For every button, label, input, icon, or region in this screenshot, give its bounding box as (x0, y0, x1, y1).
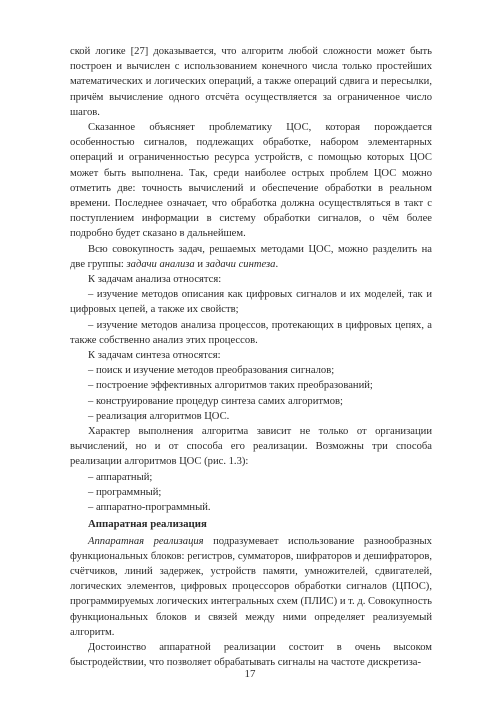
page-number: 17 (244, 668, 256, 680)
analysis-tasks-term: задачи анализа (126, 258, 195, 270)
list-item: – изучение методов описания как цифровых сигналов и их моделей, так и цифровых цепей, а также их свойств; (70, 289, 432, 316)
list-item: – аппаратный; (88, 471, 153, 483)
task-groups-and: и (194, 258, 206, 270)
task-groups-lead: Всю совокупность задач, решаемых методами ЦОС, можно разделить на две группы: (70, 243, 432, 270)
paragraph-continuation: ской логике [27] доказывается, что алгоритм любой сложности может быть построен и вычислен с использованием конечного числа только простейших математических и логических операций, а также операций сдвига и пересылки, причём вычисление одного отсчёта осуществляется за ограниченное число шагов. (70, 46, 432, 118)
paragraph-dsp-problems: Сказанное объясняет проблематику ЦОС, которая порождается особенностью сигналов, подлежащих обработке, набором элементарных операций и ограниченностью ресурса устройств, с помощью которых ЦОС может быть выполнена. Так, среди наиболее острых проблем ЦОС можно отметить две: точность вычислений и обеспечение обработки в реальном времени. Последнее означает, что обработка должна осуществляться в такт с поступлением информации в систему обработки сигналов, о чём более подробно будет сказано в дальнейшем. (70, 122, 432, 240)
paragraph-hardware-advantage: Достоинство аппаратной реализации состоит в очень высоком быстродействии, что позволяет обрабатывать сигналы на частоте дискретиза- (70, 641, 432, 669)
list-item: – программный; (88, 486, 162, 498)
analysis-tasks-intro: К задачам анализа относятся: (88, 274, 222, 286)
list-item: – построение эффективных алгоритмов таких преобразований; (88, 380, 373, 392)
list-item: – конструирование процедур синтеза самих алгоритмов; (88, 395, 343, 407)
body-text (70, 44, 432, 670)
list-item: – реализация алгоритмов ЦОС. (88, 410, 230, 422)
section-heading: Аппаратная реализация (88, 518, 207, 531)
paragraph-implementation-ways: Характер выполнения алгоритма зависит не только от организации вычислений, но и от способа его реализации. Возможны три способа реализации алгоритмов ЦОС (рис. 1.3): (70, 426, 432, 468)
task-groups-period: . (275, 258, 279, 270)
paragraph-hardware-implementation (70, 534, 432, 640)
hardware-implementation-text: подразумевает использование разнообразных функциональных блоков: регистров, сумматоров, шифраторов и дешифраторов, счётчиков, линий задержек, устройств памяти, умножителей, сдвигателей, логических элементов, цифровых процессоров обработки сигналов (ЦПОС), программируемых логических интегральных схем (ПЛИС) и т. д. Совокупность функциональных блоков и связей между ними определяет реализуемый алгоритм. (70, 535, 432, 638)
paragraph-task-groups (70, 242, 432, 272)
list-item: – поиск и изучение методов преобразования сигналов; (88, 365, 335, 377)
list-item: – аппаратно-программный. (88, 502, 211, 514)
list-item: – изучение методов анализа процессов, протекающих в цифровых цепях, а также собственно анализ этих процессов. (70, 319, 432, 346)
hardware-implementation-term: Аппаратная реализация (88, 535, 204, 547)
synthesis-tasks-intro: К задачам синтеза относятся: (88, 350, 221, 362)
synthesis-tasks-term: задачи синтеза (205, 258, 276, 270)
